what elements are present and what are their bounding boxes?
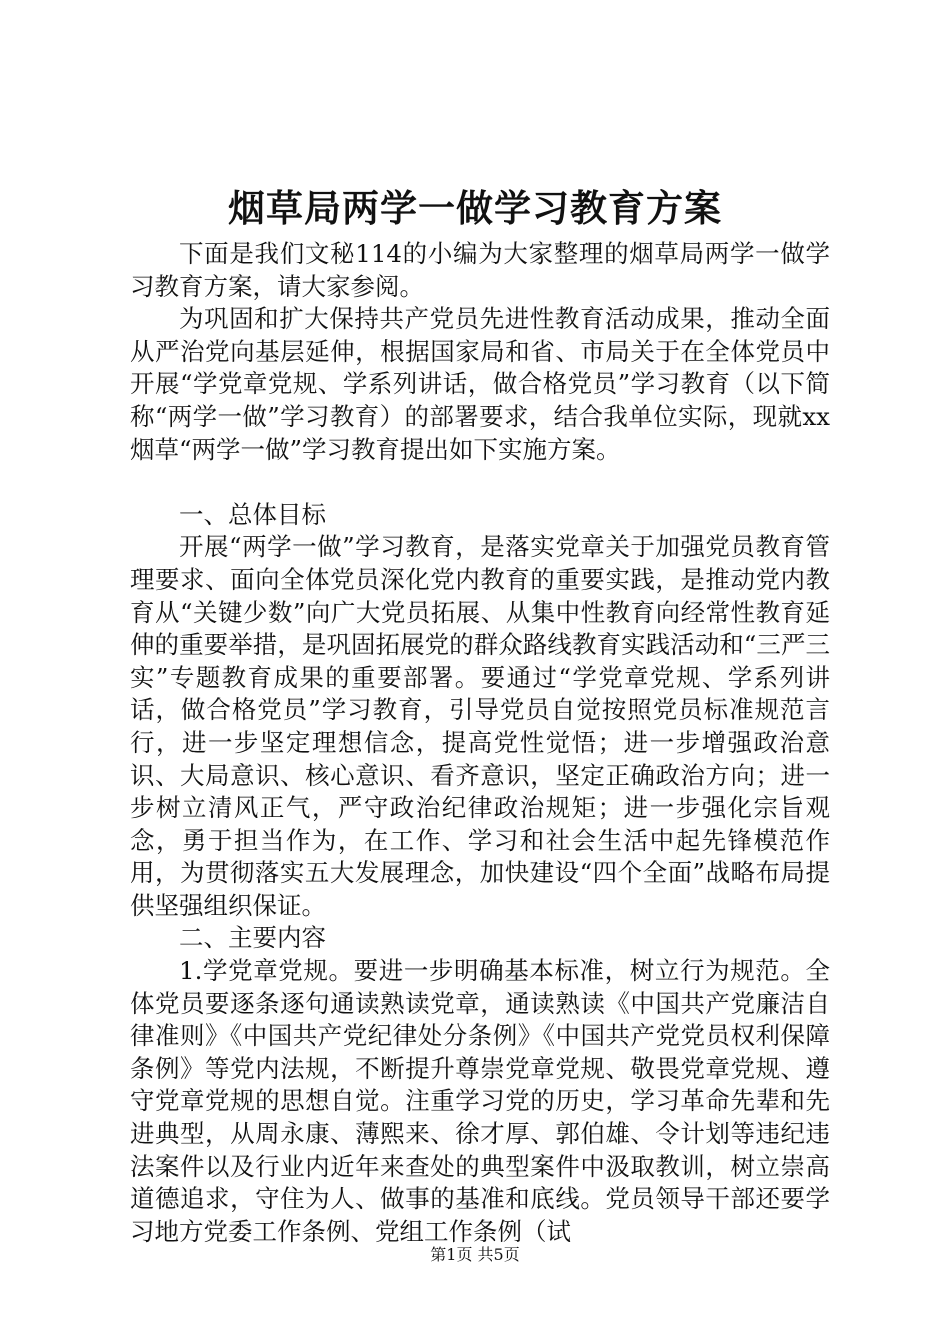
- section-paragraph-goals: 开展“两学一做”学习教育，是落实党章关于加强党员教育管理要求、面向全体党员深化党内教育的重要实践，是推动党内教育从“关键少数”向广大党员拓展、从集中性教育向经常性教育延伸的重要举措，是巩固拓展党的群众路线教育实践活动和“三严三实”专题教育成果的重要部署。要通过“学党章党规、学系列讲话，做合格党员”学习教育，引导党员自觉按照党员标准规范言行，进一步坚定理想信念，提高党性觉悟；进一步增强政治意识、大局意识、核心意识、看齐意识，坚定正确政治方向；进一步树立清风正气，严守政治纪律政治规矩；进一步强化宗旨观念，勇于担当作为，在工作、学习和社会生活中起先锋模范作用，为贯彻落实五大发展理念，加快建设“四个全面”战略布局提供坚强组织保证。: [130, 532, 830, 920]
- intro-paragraph: 下面是我们文秘114的小编为大家整理的烟草局两学一做学习教育方案，请大家参阅。: [130, 239, 830, 301]
- page-footer: 第1页 共5页: [430, 1245, 520, 1264]
- document-title: 烟草局两学一做学习教育方案: [228, 186, 722, 230]
- section-heading-content: 二、主要内容: [179, 923, 326, 953]
- section-paragraph-content: 1.学党章党规。要进一步明确基本标准，树立行为规范。全体党员要逐条逐句通读熟读党章，通读熟读《中国共产党廉洁自律准则》《中国共产党纪律处分条例》《中国共产党党员权利保障条例》等党内法规，不断提升尊崇党章党规、敬畏党章党规、遵守党章党规的思想自觉。注重学习党的历史，学习革命先辈和先进典型，从周永康、薄熙来、徐才厚、郭伯雄、令计划等违纪违法案件以及行业内近年来查处的典型案件中汲取教训，树立崇高道德追求，守住为人、做事的基准和底线。党员领导干部还要学习地方党委工作条例、党组工作条例（试: [130, 956, 830, 1246]
- document-body: [130, 238, 830, 1248]
- section-heading-goals: 一、总体目标: [179, 499, 326, 529]
- preface-paragraph: 为巩固和扩大保持共产党员先进性教育活动成果，推动全面从严治党向基层延伸，根据国家局和省、市局关于在全体党员中开展“学党章党规、学系列讲话，做合格党员”学习教育（以下简称“两学一做”学习教育）的部署要求，结合我单位实际，现就xx烟草“两学一做”学习教育提出如下实施方案。: [130, 304, 830, 464]
- paragraph-spacer: [130, 466, 830, 499]
